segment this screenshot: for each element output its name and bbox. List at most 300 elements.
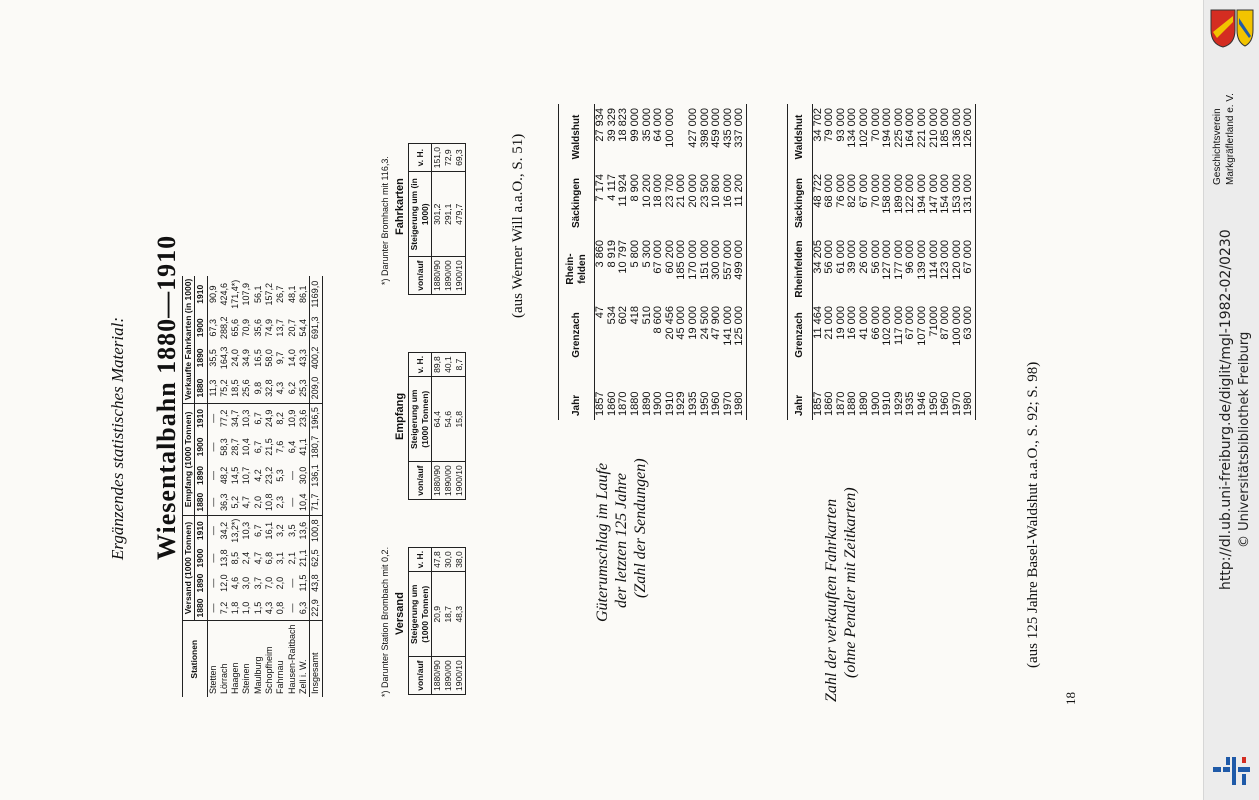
table-cell: 2,0 [275, 576, 286, 590]
table-cell: 210 000 [927, 108, 940, 148]
subtable-row [454, 352, 466, 499]
table-cell: 21 000 [675, 174, 688, 208]
table-cell: 74,9 [264, 319, 275, 337]
total-cell: 43,8 [310, 571, 322, 596]
table-cell: 177 000 [892, 240, 905, 280]
subtable-cell: 38,0 [454, 551, 464, 568]
table-cell: 136 000 [950, 108, 963, 148]
table-cell: 68 000 [823, 174, 836, 208]
table-cell: 424,6 [218, 282, 229, 306]
subtable-cell: 54,6 [443, 377, 454, 462]
subtable-cell: 301,2 [432, 172, 444, 257]
table-cell: 87 000 [939, 306, 952, 340]
subtable-row [432, 547, 444, 694]
year-header: 1890 [195, 343, 207, 373]
year-header: 1910 [195, 404, 207, 433]
subtable-cell: 1880/90 [432, 257, 444, 295]
table-cell: 1870 [834, 391, 847, 416]
table-cell: 194 000 [881, 108, 894, 148]
table-cell: 7,6 [275, 440, 286, 454]
column-header: Rhein-felden [559, 236, 595, 302]
table-cell: 147 000 [927, 174, 940, 214]
table-cell: 1960 [939, 391, 952, 416]
subtable [408, 143, 466, 295]
table-cell: 41 000 [857, 306, 870, 340]
table-cell: 45 000 [675, 306, 688, 340]
subtable-cell: 1900/10 [454, 257, 466, 295]
table-cell: 14,0 [286, 349, 297, 367]
total-cell: 100,8 [310, 515, 322, 546]
table-cell: 398 000 [698, 108, 711, 148]
table-cell: 435 000 [721, 108, 734, 148]
table-cell: 35,5 [207, 349, 218, 367]
year-header: 1910 [195, 515, 207, 546]
table-row [287, 276, 298, 697]
table-cell: 35,6 [252, 319, 263, 337]
table-cell: 9,7 [275, 351, 286, 365]
table-cell: 125 000 [734, 302, 746, 368]
subtable-header: Steigerung um (in 1000) [409, 172, 432, 257]
table-cell: 47 [594, 306, 607, 319]
section3-grid [787, 104, 976, 420]
table-cell: — [286, 603, 297, 613]
table-cell: 24,9 [264, 404, 275, 433]
subtable-cell: 47,8 [432, 551, 442, 568]
table-cell: 0,8 [275, 601, 286, 615]
subtable-title: Versand [394, 592, 406, 635]
table-cell: 13,8 [218, 549, 229, 567]
station-name: Haagen [230, 621, 241, 697]
table-cell: 1857 [594, 391, 607, 416]
table-cell: — [286, 578, 297, 588]
table-cell: 9,8 [252, 381, 263, 395]
total-cell: 136,1 [310, 461, 322, 490]
table-cell: 6,7 [253, 404, 264, 433]
tickets-caption-2: (ohne Pendler mit Zeitkarten) [842, 487, 859, 678]
table-cell: 170 000 [686, 240, 699, 280]
table-cell: 93 000 [834, 108, 847, 142]
table-cell: 18 000 [652, 174, 665, 208]
wiesentalbahn-table [182, 276, 323, 697]
page-title: Wiesentalbahn 1880—1910 [152, 234, 181, 560]
table-cell: 26,7 [275, 285, 286, 303]
table-cell: 96 000 [904, 240, 917, 274]
subtable-row [432, 352, 444, 499]
station-name: Lörrach [219, 621, 230, 697]
table-cell: 23,6 [298, 404, 310, 433]
table-cell: 602 [617, 306, 630, 325]
table-cell: 2,3 [275, 495, 286, 509]
total-cell: 22,9 [310, 596, 322, 621]
table-cell: 34 702 [811, 108, 824, 142]
table-cell: 134 000 [846, 108, 859, 148]
year-header: 1880 [195, 373, 207, 404]
table-cell: — [207, 497, 218, 507]
total-cell: 209,0 [310, 373, 322, 404]
table-cell: 32,8 [264, 379, 275, 397]
station-name: Hausen-Raitbach [287, 621, 298, 697]
table-cell: 10,3 [241, 404, 252, 433]
cargo-table [558, 104, 747, 420]
table-cell: 10,7 [241, 466, 252, 485]
table-cell: 12,0 [218, 574, 229, 592]
stations-header: Stationen [183, 621, 208, 697]
table-row [963, 104, 975, 420]
table-cell: 35 000 [640, 108, 653, 142]
table-row [653, 104, 665, 420]
table-cell: 139 000 [915, 240, 928, 280]
table-cell: 158 000 [881, 174, 894, 214]
table-cell: 499 000 [734, 236, 746, 302]
table-cell: 70,9 [241, 319, 252, 337]
table-cell: — [207, 470, 218, 480]
versand-header: Versand (1000 Tonnen) [183, 515, 195, 621]
column-header: Säckingen [559, 170, 595, 236]
footnote-right: *) Darunter Bromhach mit 116,3. [380, 156, 390, 285]
subtable-row [432, 143, 444, 294]
table-cell: 1935 [904, 391, 917, 416]
table-row [595, 104, 607, 420]
table-row [219, 276, 230, 697]
table-cell: 23 500 [698, 174, 711, 208]
subtable-fahrkarten [394, 143, 466, 295]
table-cell: 225 000 [892, 108, 905, 148]
table-cell: 20,7 [286, 319, 297, 337]
table-cell: 151 000 [698, 240, 711, 280]
table-cell: 5,2 [230, 495, 241, 509]
table-cell: 47 900 [710, 306, 723, 340]
table-cell: 75,2 [218, 379, 229, 397]
table-cell: 1890 [857, 391, 870, 416]
table-cell: 120 000 [950, 240, 963, 280]
table-cell: 3,5 [287, 515, 298, 546]
table-cell: 71000 [927, 306, 940, 337]
table-cell: 1929 [892, 391, 905, 416]
table-cell: 534 [605, 306, 618, 325]
table-cell: 24 500 [698, 306, 711, 340]
table-cell: 11 464 [811, 306, 824, 339]
table-cell: 21 000 [823, 306, 836, 340]
table-cell: 1870 [617, 391, 630, 416]
total-cell: 71,7 [310, 490, 322, 515]
column-header: Waldshut [788, 104, 813, 170]
table-cell: 1900 [869, 391, 882, 416]
table-cell: 60 200 [663, 240, 676, 274]
subtable-header: von/auf [409, 257, 432, 295]
table-cell: 21,1 [297, 549, 308, 567]
total-cell: 1169,0 [310, 276, 322, 313]
table-cell: 4,6 [230, 576, 241, 590]
table-cell: 8 600 [652, 306, 665, 334]
station-name: Stetten [207, 621, 219, 697]
table-cell: 157,2 [264, 282, 275, 306]
table-cell: 43,3 [297, 349, 308, 367]
subtable-header: von/auf [409, 462, 432, 500]
table-cell: 8,2 [275, 404, 286, 433]
year-header: 1910 [195, 276, 207, 313]
copyright-notice: © Universitätsbibliothek Freiburg [1237, 331, 1252, 548]
table-cell: 10,9 [287, 404, 298, 433]
table-cell: — [207, 515, 219, 546]
table-cell: 16,5 [252, 349, 263, 367]
cargo-caption-2: der letzten 125 Jahre [613, 473, 630, 608]
table-cell: 4,3 [275, 381, 286, 395]
table-cell: 90,9 [207, 285, 218, 303]
table-cell: 4,3 [264, 601, 275, 615]
table-cell: 10,4 [297, 493, 308, 511]
table-cell: 99 000 [628, 108, 641, 142]
table-cell: 6,3 [297, 601, 308, 615]
table-cell: — [207, 404, 219, 433]
section2-grid [558, 104, 747, 420]
table-cell: 459 000 [710, 108, 723, 148]
table-cell: 153 000 [950, 174, 963, 214]
column-header: Jahr [559, 368, 595, 420]
table-cell: 13,7 [275, 319, 286, 337]
table-cell: 102 000 [857, 108, 870, 148]
subtable-header: v. H. [409, 143, 432, 171]
table-cell: 154 000 [939, 174, 952, 214]
table-cell: 61 000 [834, 240, 847, 274]
table-cell: 300 000 [710, 240, 723, 280]
subtable-cell: 40,1 [443, 356, 453, 373]
table-cell: 1910 [881, 391, 894, 416]
subtable-cell: 20,9 [432, 572, 444, 657]
table-cell: 25,6 [241, 379, 252, 397]
society-name-2: Markgräflerland e. V. [1225, 93, 1236, 185]
table-cell: 117 000 [892, 306, 905, 345]
table-cell: 221 000 [915, 108, 928, 148]
tickets-caption-1: Zahl der verkauften Fahrkarten [823, 498, 840, 702]
table-cell: 67 000 [652, 240, 665, 274]
section-heading: Ergänzendes statistisches Material: [108, 316, 127, 560]
table-row [630, 104, 642, 420]
subtable-versand [394, 547, 466, 695]
table-cell: 1,0 [241, 601, 252, 615]
table-cell: 58,0 [264, 349, 275, 367]
table-cell: 1950 [698, 391, 711, 416]
table-cell: 48,1 [286, 285, 297, 303]
table-cell: 1946 [915, 391, 928, 416]
table-row [882, 104, 894, 420]
station-name: Fahrnau [275, 621, 286, 697]
table-cell: 36,3 [218, 493, 229, 511]
table-cell: 70 000 [869, 174, 882, 208]
table-cell: 510 [640, 306, 653, 325]
table-cell: 189 000 [892, 174, 905, 214]
table-cell: 126 000 [963, 104, 975, 170]
table-cell: 16 000 [721, 174, 734, 208]
table-cell: 1935 [686, 391, 699, 416]
table-cell: 13,2*) [230, 515, 241, 546]
subtable [408, 547, 466, 695]
table-cell: 557 000 [721, 240, 734, 280]
library-sidebar [1203, 0, 1259, 800]
cargo-caption-3: (Zahl der Sendungen) [632, 458, 649, 598]
table-cell: 1980 [734, 368, 746, 420]
column-header: Grenzach [788, 302, 813, 368]
table-cell: 24,0 [230, 349, 241, 367]
table-cell: 1890 [640, 391, 653, 416]
subtable-cell: 89,8 [432, 356, 442, 373]
table-cell: 34,7 [230, 404, 241, 433]
table-cell: 1960 [710, 391, 723, 416]
table-cell: 1860 [823, 391, 836, 416]
table-cell: 19 000 [834, 306, 847, 340]
subtable-cell: 8,7 [454, 358, 464, 371]
table-cell: 3,0 [241, 576, 252, 590]
subtable-cell: 15,8 [454, 377, 466, 462]
table-cell: 107,9 [241, 282, 252, 306]
table-cell: 23,2 [264, 466, 275, 485]
table-cell: 6,7 [252, 440, 263, 454]
subtable-row [443, 352, 454, 499]
table-cell: 19 000 [686, 306, 699, 340]
subtable-header-row [409, 352, 432, 499]
table-row [230, 276, 241, 697]
fahrkarten-header: Verkaufte Fahrkarten (in 1000) [183, 276, 195, 404]
ub-freiburg-logo-icon [1212, 754, 1252, 788]
table-cell: 5 800 [628, 240, 641, 268]
total-cell: 400,2 [310, 343, 322, 373]
table-row [207, 276, 219, 697]
subtable-cell: 151,0 [432, 146, 442, 169]
table-cell: 13,6 [298, 515, 310, 546]
table-cell: 4,2 [252, 469, 263, 482]
table-cell: 20 000 [686, 174, 699, 208]
column-header: Jahr [788, 368, 813, 420]
column-header: Rheinfelden [788, 236, 813, 302]
table-cell: — [207, 442, 218, 452]
table-cell: 25,3 [297, 379, 308, 397]
table-cell: 1910 [663, 391, 676, 416]
table-cell: 39 329 [605, 108, 618, 142]
table-cell: 3,7 [252, 576, 263, 590]
year-header: 1880 [195, 490, 207, 515]
table-cell: 77,2 [219, 404, 230, 433]
table-cell: 4 117 [605, 174, 618, 201]
subtable-cell: 64,4 [432, 377, 444, 462]
table-cell: 34,9 [241, 349, 252, 367]
table-cell: 8 900 [628, 174, 641, 202]
table-cell: 2,4 [241, 551, 252, 565]
table-cell: 41,1 [297, 438, 308, 456]
table-cell: 14,5 [230, 466, 241, 485]
table-cell: 114 000 [927, 240, 940, 279]
table-cell: 66 000 [869, 306, 882, 340]
table-cell: 63 000 [963, 302, 975, 368]
subtable-row [443, 547, 454, 694]
table-cell: 67,3 [207, 319, 218, 337]
table-cell: 82 000 [846, 174, 859, 208]
subtable-cell: 1890/00 [443, 657, 454, 695]
subtable-cell: 1880/90 [432, 462, 444, 500]
header-row [788, 104, 813, 420]
table-cell: 4,7 [252, 551, 263, 565]
table-row [253, 276, 264, 697]
table-cell: 171,4*) [230, 279, 241, 309]
table-cell: — [286, 497, 297, 507]
table-row [275, 276, 286, 697]
subtable-cell: 30,0 [443, 551, 453, 568]
page-number: 18 [1063, 692, 1078, 705]
table-cell: 56,1 [252, 285, 263, 303]
table-cell: 26 000 [857, 240, 870, 274]
subtable-cell: 1900/10 [454, 462, 466, 500]
table-cell: 3 860 [594, 240, 607, 268]
table-cell: 1950 [927, 391, 940, 416]
cargo-caption-1: Güterumschlag im Laufe [594, 462, 611, 622]
subtable-cell: 18,7 [443, 572, 454, 657]
subtable-header: Steigerung um (1000 Tonnen) [409, 572, 432, 657]
subtable-cell: 1880/90 [432, 657, 444, 695]
subtable-header: v. H. [409, 547, 432, 571]
table-cell: 11,3 [207, 379, 218, 397]
table-cell: 10,4 [241, 438, 252, 456]
table-row [241, 276, 252, 697]
table-cell: 34,2 [219, 515, 230, 546]
table-cell: 427 000 [686, 108, 699, 148]
station-name: Maulburg [253, 621, 264, 697]
subtable-header-row [409, 143, 432, 294]
total-cell: 196,5 [310, 404, 322, 433]
table-row [264, 276, 275, 697]
society-name-1: Geschichtsverein [1212, 108, 1223, 185]
table-cell: 1880 [628, 391, 641, 416]
subtable-title: Empfang [394, 392, 406, 440]
subtable-title: Fahrkarten [394, 178, 406, 235]
table-cell: 1970 [721, 391, 734, 416]
subtable-row [454, 143, 466, 294]
table-cell: 16,1 [264, 515, 275, 546]
table-cell: 11 200 [734, 170, 746, 236]
footnote-left: *) Darunter Station Brombach mit 0,2. [380, 546, 390, 697]
subtable-cell: 1890/00 [443, 462, 454, 500]
total-label: Insgesamt [310, 621, 322, 697]
table-cell: 21,5 [264, 438, 275, 456]
table-cell: 1929 [675, 391, 688, 416]
empfang-header: Empfang (1000 Tonnen) [183, 404, 195, 516]
table-cell: 39 000 [846, 240, 859, 274]
column-header: Grenzach [559, 302, 595, 368]
table-cell: 288,2 [218, 316, 229, 340]
table-cell: 6,7 [253, 515, 264, 546]
subtable [408, 352, 466, 500]
tickets-table [787, 104, 976, 420]
table-cell: 6,8 [264, 551, 275, 565]
table-cell: 76 000 [834, 174, 847, 208]
table-cell: 27 934 [594, 108, 607, 142]
table-cell: 5,3 [275, 469, 286, 482]
table-cell: 123 000 [939, 240, 952, 280]
year-header: 1900 [195, 313, 207, 343]
table-cell: 5 300 [640, 240, 653, 268]
table-cell: 6,2 [286, 381, 297, 395]
table-cell: 86,1 [297, 285, 308, 303]
subtable-cell: 1900/10 [454, 657, 466, 695]
table-cell: 3,2 [275, 515, 286, 546]
station-name: Steinen [241, 621, 252, 697]
table-cell: 34 205 [811, 240, 824, 274]
table-cell: 1880 [846, 391, 859, 416]
table-cell: 7,2 [218, 601, 229, 615]
table-row [734, 104, 746, 420]
permalink-url[interactable]: http://dl.ub.uni-freiburg.de/diglit/mgl-1982-02/0230 [1218, 229, 1234, 590]
column-header: Säckingen [788, 170, 813, 236]
total-cell: 691,3 [310, 313, 322, 343]
table-cell: 10,3 [241, 515, 252, 546]
table-row [940, 104, 952, 420]
